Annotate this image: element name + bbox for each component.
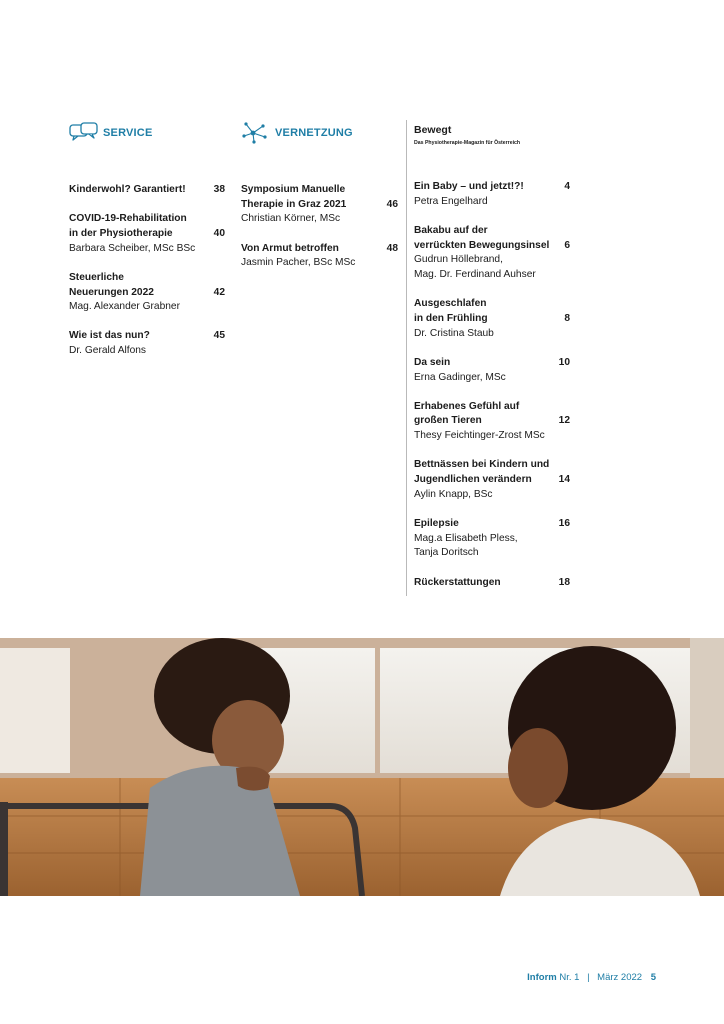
toc-entry[interactable]	[414, 224, 570, 283]
entry-page: 14	[558, 474, 570, 486]
entry-page: 8	[564, 312, 570, 324]
entry-page: 48	[386, 242, 398, 254]
magazine-subtitle: Das Physiotherapie-Magazin für Österreich	[414, 140, 521, 146]
entry-author: Christian Körner, MSc	[241, 213, 341, 225]
service-header	[69, 120, 225, 146]
entry-title: Symposium Manuelle Therapie in Graz 2021	[241, 184, 347, 210]
toc-entry[interactable]	[241, 242, 398, 271]
vernetzung-header	[241, 120, 398, 146]
entry-author: Erna Gadinger, MSc	[414, 371, 506, 383]
photo-child-and-woman	[0, 638, 724, 896]
entry-page: 16	[558, 517, 570, 529]
entry-page: 4	[564, 181, 570, 192]
service-title: SERVICE	[103, 127, 153, 139]
footer-page-number: 5	[650, 972, 656, 983]
vernetzung-entries	[241, 183, 398, 271]
entry-title: Ausgeschlafen in den Frühling	[414, 298, 488, 324]
entry-author: Jasmin Pacher, BSc MSc	[241, 257, 356, 269]
toc-entry[interactable]	[414, 400, 570, 444]
entry-author: Dr. Cristina Staub	[414, 327, 494, 339]
entry-author: Aylin Knapp, BSc	[414, 488, 493, 500]
entry-author: Dr. Gerald Alfons	[69, 345, 147, 357]
toc-entry[interactable]	[414, 297, 570, 341]
toc-entry[interactable]	[69, 329, 225, 358]
entry-author: Mag.a Elisabeth Pless, Tanja Doritsch	[414, 532, 518, 559]
toc-entry[interactable]	[414, 517, 570, 561]
bewegt-column	[414, 120, 570, 605]
entry-page: 6	[564, 239, 570, 251]
footer-brand: Inform	[527, 972, 557, 983]
entry-title: Bakabu auf der verrückten Bewegungsinsel	[414, 224, 550, 251]
entry-title: Da sein	[414, 356, 451, 368]
speech-bubbles-icon	[69, 122, 99, 144]
entry-title: Rückerstattungen	[414, 576, 501, 588]
entry-title: COVID-19-Rehabilitation in der Physiotherapie	[69, 213, 187, 239]
entry-author: Barbara Scheiber, MSc BSc	[69, 242, 196, 254]
entry-author: Gudrun Höllebrand, Mag. Dr. Ferdinand Auhser	[414, 254, 536, 281]
entry-page: 45	[213, 330, 225, 342]
vernetzung-title: VERNETZUNG	[275, 127, 353, 139]
entry-author: Petra Engelhard	[414, 195, 488, 207]
entry-title: Ein Baby – und jetzt!?!	[414, 181, 524, 192]
service-column	[69, 120, 225, 373]
entry-page: 10	[558, 356, 570, 368]
entry-page: 46	[386, 198, 398, 210]
toc-entry[interactable]	[69, 183, 225, 198]
footer-separator: |	[587, 972, 590, 983]
entry-author: Mag. Alexander Grabner	[69, 301, 180, 313]
entry-title: Wie ist das nun?	[69, 330, 150, 342]
network-nodes-icon	[241, 122, 271, 144]
entry-page: 38	[213, 184, 225, 195]
entry-page: 42	[213, 286, 225, 298]
entry-author: Thesy Feichtinger-Zrost MSc	[414, 430, 545, 442]
toc-entry[interactable]	[414, 356, 570, 385]
entry-page: 12	[558, 415, 570, 427]
toc-entry[interactable]	[69, 271, 225, 315]
toc-entry[interactable]	[414, 576, 570, 591]
entry-title: Steuerliche Neuerungen 2022	[69, 271, 154, 298]
vernetzung-column	[241, 120, 398, 286]
column-divider	[406, 120, 407, 596]
toc-entry[interactable]	[241, 183, 398, 227]
entry-title: Von Armut betroffen	[241, 242, 339, 254]
entry-title: Epilepsie	[414, 517, 459, 529]
entry-title: Bettnässen bei Kindern und Jugendlichen verändern	[414, 459, 550, 486]
magazine-title: Bewegt	[414, 124, 452, 136]
toc-entry[interactable]	[414, 180, 570, 209]
footer-issue: Nr. 1	[559, 972, 580, 983]
bewegt-entries	[414, 180, 570, 590]
entry-title: Kinderwohl? Garantiert!	[69, 184, 186, 195]
entry-title: Erhabenes Gefühl auf großen Tieren	[414, 400, 520, 427]
toc-entry[interactable]	[414, 458, 570, 502]
service-entries	[69, 183, 225, 359]
footer-date: März 2022	[597, 972, 643, 983]
page-footer	[527, 972, 656, 983]
entry-page: 18	[558, 576, 570, 588]
toc-entry[interactable]	[69, 212, 225, 256]
entry-page: 40	[213, 227, 225, 239]
